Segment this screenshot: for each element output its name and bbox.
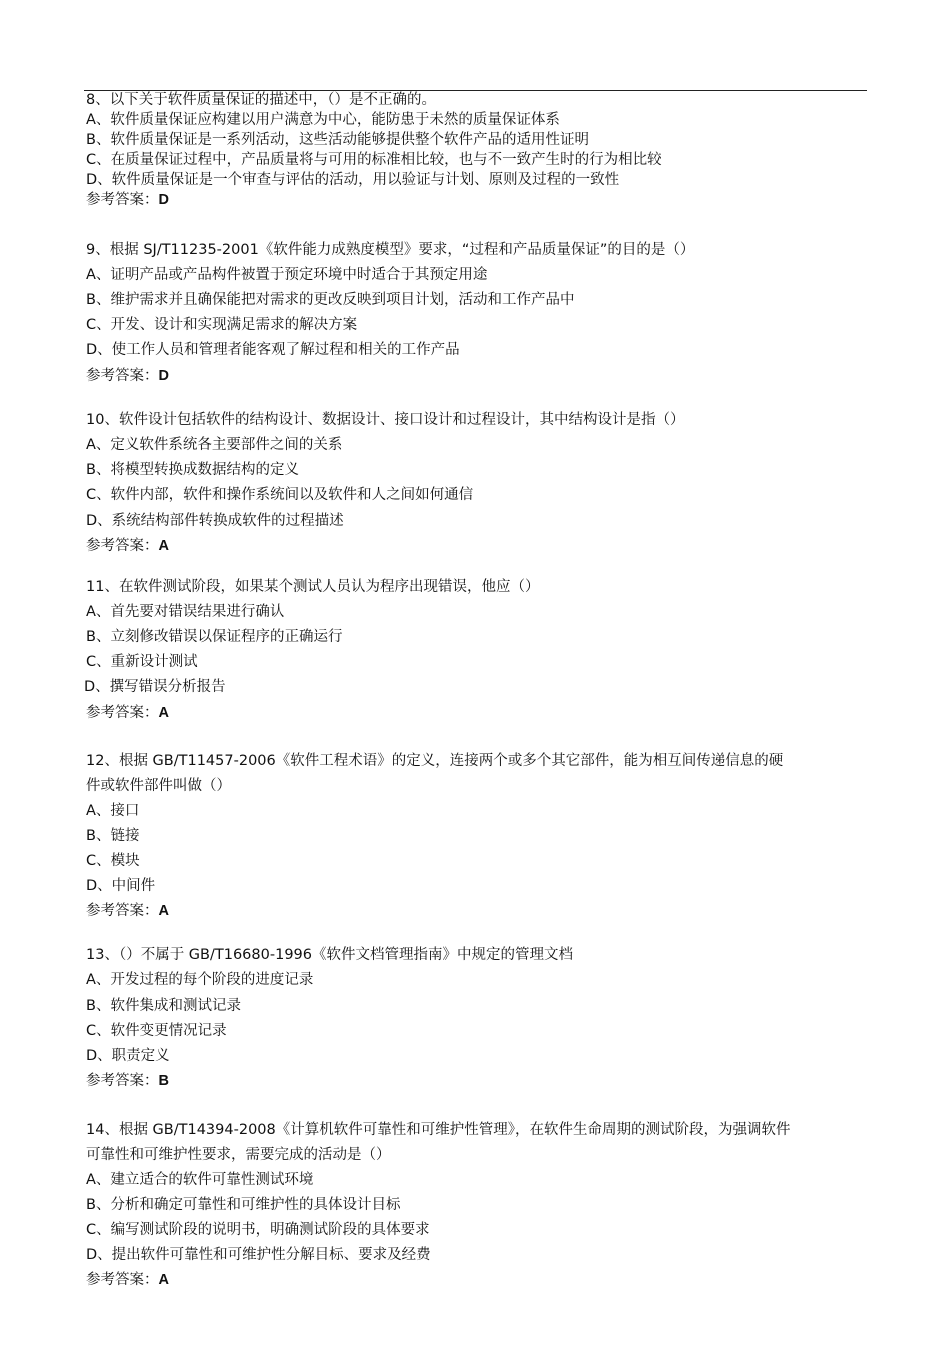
answer-value: A [158, 705, 169, 721]
option-a: A、接口 [86, 803, 140, 819]
option-c: C、编写测试阶段的说明书，明确测试阶段的具体要求 [86, 1222, 430, 1238]
answer-label: 参考答案： [86, 1073, 159, 1089]
question-stem-continued: 件或软件部件叫做（） [86, 778, 231, 794]
question-stem: 11、在软件测试阶段，如果某个测试人员认为程序出现错误，他应（） [86, 579, 540, 595]
option-b: B、链接 [86, 828, 140, 844]
question-stem: 13、（）不属于 GB/T16680-1996《软件文档管理指南》中规定的管理文档 [86, 947, 573, 963]
option-a: A、证明产品或产品构件被置于预定环境中时适合于其预定用途 [86, 267, 488, 283]
option-c: C、在质量保证过程中，产品质量将与可用的标准相比较，也与不一致产生时的行为相比较 [86, 152, 662, 168]
option-b: B、分析和确定可靠性和可维护性的具体设计目标 [86, 1197, 401, 1213]
answer-line [86, 1271, 169, 1289]
answer-label: 参考答案： [86, 192, 159, 208]
question-stem: 9、根据 SJ/T11235-2001《软件能力成熟度模型》要求，“过程和产品质量保证”的目的是（） [86, 242, 695, 258]
option-d: D、使工作人员和管理者能客观了解过程和相关的工作产品 [86, 342, 460, 358]
option-a: A、建立适合的软件可靠性测试环境 [86, 1172, 314, 1188]
option-b: B、将模型转换成数据结构的定义 [86, 462, 299, 478]
answer-value: B [158, 1073, 169, 1089]
answer-line [86, 367, 169, 385]
question-stem: 12、根据 GB/T11457-2006《软件工程术语》的定义，连接两个或多个其它部件，能为相互间传递信息的硬 [86, 753, 784, 769]
question-stem: 14、根据 GB/T14394-2008《计算机软件可靠性和可维护性管理》，在软件生命周期的测试阶段，为强调软件 [86, 1122, 791, 1138]
option-d: D、职责定义 [86, 1048, 170, 1064]
option-d: D、中间件 [86, 878, 156, 894]
option-c: C、开发、设计和实现满足需求的解决方案 [86, 317, 358, 333]
answer-line [86, 191, 169, 209]
answer-value: D [158, 368, 169, 384]
answer-value: A [158, 1272, 169, 1288]
option-d: D、系统结构部件转换成软件的过程描述 [86, 513, 344, 529]
option-c: C、软件内部，软件和操作系统间以及软件和人之间如何通信 [86, 487, 474, 503]
option-b: B、软件集成和测试记录 [86, 998, 241, 1014]
option-a: A、首先要对错误结果进行确认 [86, 604, 285, 620]
answer-label: 参考答案： [86, 705, 159, 721]
answer-label: 参考答案： [86, 368, 159, 384]
option-d: D、提出软件可靠性和可维护性分解目标、要求及经费 [86, 1247, 431, 1263]
option-b: B、软件质量保证是一系列活动，这些活动能够提供整个软件产品的适用性证明 [86, 132, 589, 148]
answer-value: D [158, 192, 169, 208]
option-d: D、软件质量保证是一个审查与评估的活动，用以验证与计划、原则及过程的一致性 [86, 172, 620, 188]
question-stem: 10、软件设计包括软件的结构设计、数据设计、接口设计和过程设计，其中结构设计是指（） [86, 412, 685, 428]
option-b: B、立刻修改错误以保证程序的正确运行 [86, 629, 343, 645]
answer-value: A [158, 903, 169, 919]
answer-line [86, 704, 169, 722]
answer-line [86, 537, 169, 555]
option-a: A、开发过程的每个阶段的进度记录 [86, 972, 314, 988]
option-a: A、软件质量保证应构建以用户满意为中心，能防患于未然的质量保证体系 [86, 112, 560, 128]
answer-value: A [158, 538, 169, 554]
answer-line [86, 1072, 169, 1090]
answer-label: 参考答案： [86, 903, 159, 919]
option-a: A、定义软件系统各主要部件之间的关系 [86, 437, 343, 453]
question-stem-continued: 可靠性和可维护性要求，需要完成的活动是（） [86, 1147, 391, 1163]
answer-label: 参考答案： [86, 1272, 159, 1288]
option-d: D、撰写错误分析报告 [84, 679, 226, 695]
answer-label: 参考答案： [86, 538, 159, 554]
option-b: B、维护需求并且确保能把对需求的更改反映到项目计划，活动和工作产品中 [86, 292, 575, 308]
answer-line [86, 902, 169, 920]
question-stem: 8、以下关于软件质量保证的描述中，（）是不正确的。 [86, 92, 436, 108]
option-c: C、模块 [86, 853, 140, 869]
option-c: C、软件变更情况记录 [86, 1023, 227, 1039]
option-c: C、重新设计测试 [86, 654, 198, 670]
